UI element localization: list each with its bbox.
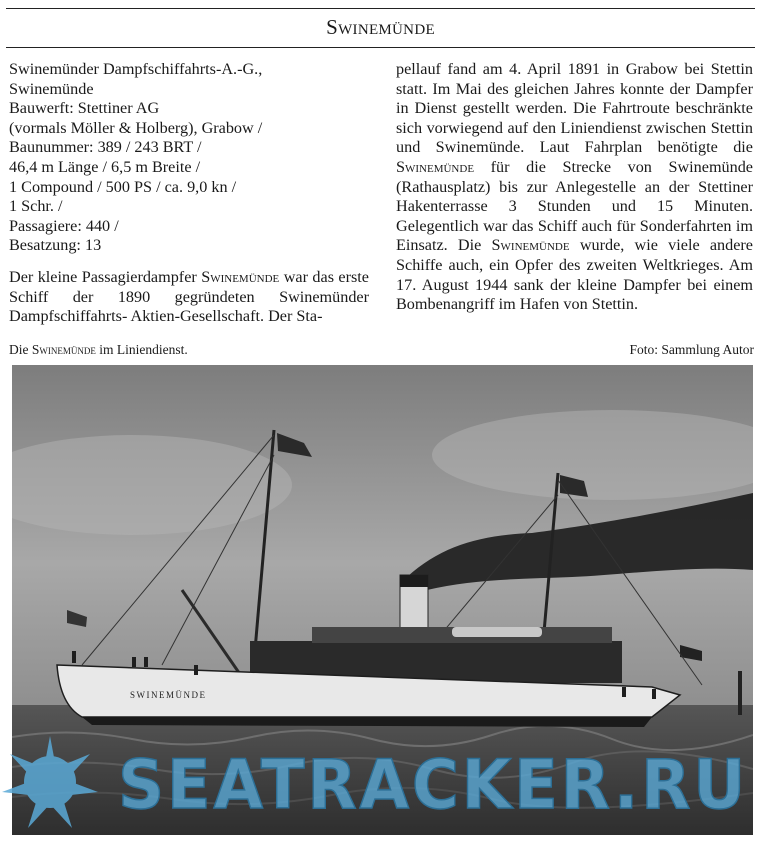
- left-column: [9, 60, 369, 327]
- title-bar: [6, 8, 755, 48]
- spec-line: 1 Compound / 500 PS / ca. 9,0 kn /: [9, 177, 237, 196]
- spec-line: Passagiere: 440 /: [9, 216, 119, 235]
- photo-credit: Foto: Sammlung Autor: [629, 342, 754, 357]
- page-title: [6, 15, 755, 40]
- seatracker-watermark: [0, 732, 761, 832]
- text-run: Der kleine Passagierdampfer: [9, 267, 202, 286]
- title-initial: S: [326, 15, 339, 39]
- ship-name: Swinemünde: [396, 157, 475, 176]
- caption-text: im Liniendienst.: [95, 342, 188, 357]
- text-run: wurde, wie viele andere Schiffe auch, ein Opfer des zweiten Weltkrieges. Am 17. August 1944 sank der kleine Dampfer bei einem Bombenangriff im Hafen von Stettin.: [396, 236, 753, 314]
- ship-name: Swinemünde: [201, 267, 280, 286]
- watermark-text: SEATRACKER.RU: [118, 746, 748, 825]
- photo-caption: [9, 342, 188, 358]
- ship-name: Swinemünde: [31, 342, 96, 357]
- spec-line: Bauwerft: Stettiner AG: [9, 99, 160, 118]
- funnel-band: [400, 575, 428, 587]
- right-body-text: [396, 60, 753, 315]
- ship-name: Swinemünde: [491, 236, 570, 255]
- buoy: [738, 671, 742, 715]
- spec-line: Swinemünde: [9, 79, 94, 98]
- title-rest: winemünde: [338, 15, 435, 39]
- text-run: pellauf fand am 4. April 1891 in Grabow bei Stettin statt. Im Mai des gleichen Jahres konnte der Dampfer in Dienst gestellt werden. Die Fahrtroute beschränkte sich vorwiegend auf den Liniendienst zwischen Stettin und Swinemünde. Laut Fahrplan benötigte die: [396, 60, 753, 157]
- text-run: war das erste Schiff der 1890 gegründeten Swinemünder Dampfschiffahrts- Aktien-Gesellschaft. Der Sta-: [9, 267, 369, 326]
- spec-line: Baunummer: 389 / 243 BRT /: [9, 138, 202, 157]
- watermark-star-icon: [2, 736, 98, 828]
- hull-name: SWINEMÜNDE: [130, 690, 207, 700]
- right-column: [396, 60, 753, 315]
- spec-line: Swinemünder Dampfschiffahrts-A.-G.,: [9, 60, 263, 78]
- caption-text: Die: [9, 342, 32, 357]
- left-body-text: [9, 268, 369, 327]
- lifeboat: [452, 627, 542, 637]
- text-run: für die Strecke von Swinemünde (Rathausplatz) bis zur Anlegestelle an der Stettiner Hakenterrasse 3 Stunden und 15 Minuten. Gelegentlich war das Schiff auch für Sonderfahrten im Einsatz. Die: [396, 157, 753, 255]
- ship-specs: [9, 60, 369, 256]
- spec-line: 1 Schr. /: [9, 197, 63, 216]
- spec-line: Besatzung: 13: [9, 236, 102, 255]
- spec-line: (vormals Möller & Holberg), Grabow /: [9, 118, 263, 137]
- spec-line: 46,4 m Länge / 6,5 m Breite /: [9, 157, 201, 176]
